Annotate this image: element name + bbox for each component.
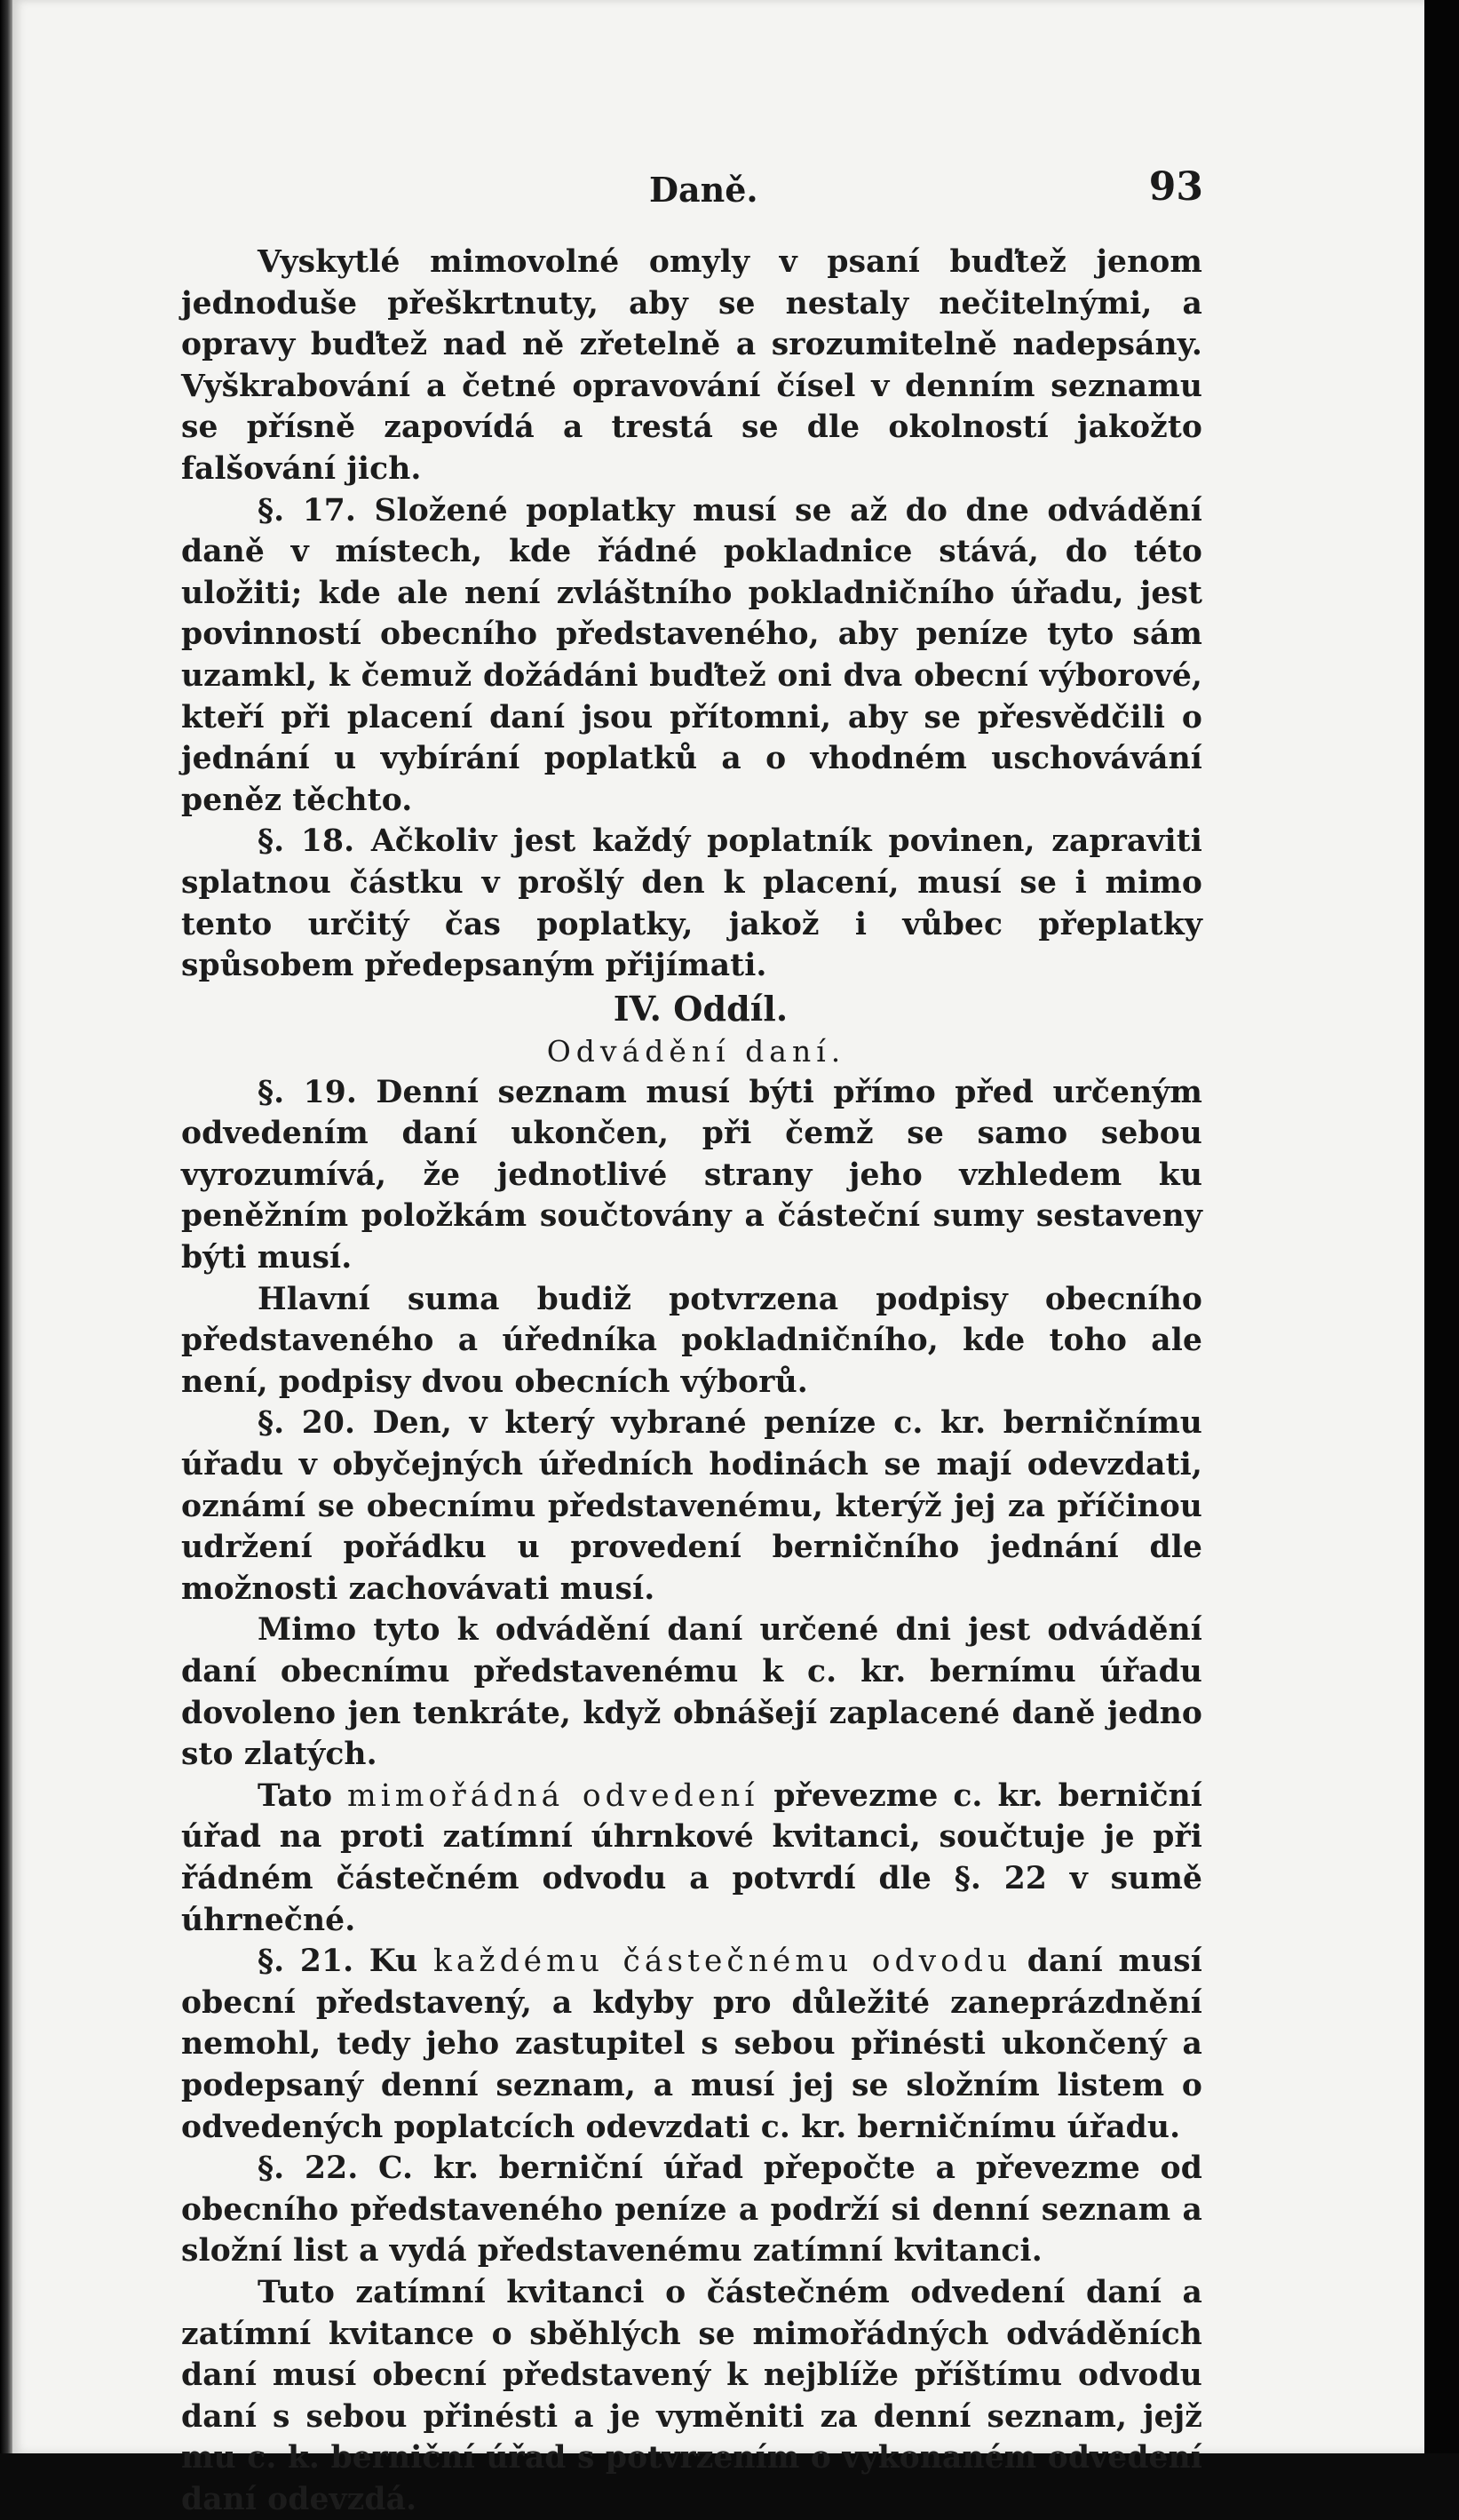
- text-run: daní musí obecní představený, a kdyby pro důležité zaneprázdnění nemohl, tedy jeho zastupitel s sebou přinésti ukončený a podepsaný denní seznam, a musí jej se složním listem o odvedených poplatcích odevzdati c. kr. berničnímu úřadu.: [181, 1944, 1202, 2145]
- page-edge: [1424, 0, 1459, 2453]
- paragraph-section-22: §. 22. C. kr. berniční úřad přepočte a převezme od obecního představeného peníze a podrží si denní seznam a složní list a vydá představenému zatímní kvitanci.: [181, 2150, 1202, 2270]
- paragraph-main-sum: Hlavní suma budiž potvrzena podpisy obecního představeného a úředníka pokladničního, kde toho ale není, podpisy dvou obecních výborů.: [181, 1281, 1202, 1400]
- paragraph-receipts: Tuto zatímní kvitanci o částečném odvedení daní a zatímní kvitance o sběhlých se mimořádných odváděních daní musí obecní představený k nejblíže příštímu odvodu daní s sebou přinésti a je vyměniti za denní seznam, jejž mu c. k. berniční úřad s potvrzením o vykonaném odvedení daní odevzdá.: [181, 2274, 1202, 2517]
- text-run: §. 21. Ku: [258, 1944, 433, 1980]
- paragraph-section-20: §. 20. Den, v který vybrané peníze c. kr. berničnímu úřadu v obyčejných úředních hodinách se mají odevzdati, oznámí se obecnímu představenému, kterýž jej za příčinou udržení pořádku u provedení berničního jednání dle možnosti zachovávati musí.: [181, 1405, 1202, 1607]
- emphasized-text: každému částečnému odvodu: [432, 1944, 1012, 1980]
- paragraph-section-21: [181, 1941, 1202, 2148]
- page-header: [173, 164, 1203, 218]
- section-subheading: Odvádění daní.: [546, 1033, 846, 1069]
- text-run: převezme c. kr. berniční úřad na proti zatímní úhrnkové kvitanci, součtuje je při řádném částečném odvodu a potvrdí dle §. 22 v sumě úhrnečné.: [181, 1777, 1203, 1938]
- binding-shadow: [0, 0, 12, 2453]
- paragraph-section-18: §. 18. Ačkoliv jest každý poplatník povinen, zapraviti splatnou částku v prošlý den k placení, musí se i mimo tento určitý čas poplatky, jakož i vůbec přeplatky spůsobem předepsaným přijímati.: [181, 823, 1202, 984]
- emphasized-text: mimořádná odvedení: [346, 1777, 759, 1814]
- page-number: 93: [1148, 164, 1203, 210]
- section-heading: IV. Oddíl.: [613, 988, 789, 1029]
- paragraph-corrections: Vyskytlé mimovolné omyly v psaní buďtež jenom jednoduše přeškrtnuty, aby se nestaly nečitelnými, a opravy buďtež nad ně zřetelně a srozumitelně nadepsány. Vyškrabování a četné opravování čísel v denním seznamu se přísně zapovídá a trestá se dle okolností jakožto falšování jich.: [181, 244, 1202, 487]
- running-title: Daně.: [649, 170, 758, 210]
- paragraph-other-days: Mimo tyto k odvádění daní určené dni jest odvádění daní obecnímu představenému k c. kr. bernímu úřadu dovoleno jen tenkráte, když obnášejí zaplacené daně jedno sto zlatých.: [181, 1612, 1202, 1773]
- paragraph-extraordinary: [181, 1776, 1202, 1941]
- text-run: Tato: [258, 1777, 347, 1814]
- page-body: [181, 242, 1202, 2520]
- paragraph-section-17: §. 17. Složené poplatky musí se až do dne odvádění daně v místech, kde řádné pokladnice stává, do této uložiti; kde ale není zvláštního pokladničního úřadu, jest povinností obecního představeného, aby peníze tyto sám uzamkl, k čemuž dožádáni buďtež oni dva obecní výborové, kteří při placení daní jsou přítomni, aby se přesvědčili o jednání u vybírání poplatků a o vhodném uschovávání peněz těchto.: [181, 492, 1202, 818]
- paragraph-section-19: §. 19. Denní seznam musí býti přímo před určeným odvedením daní ukončen, při čemž se samo sebou vyrozumívá, že jednotlivé strany jeho vzhledem ku peněžním položkám součtovány a částeční sumy sestaveny býti musí.: [181, 1074, 1202, 1276]
